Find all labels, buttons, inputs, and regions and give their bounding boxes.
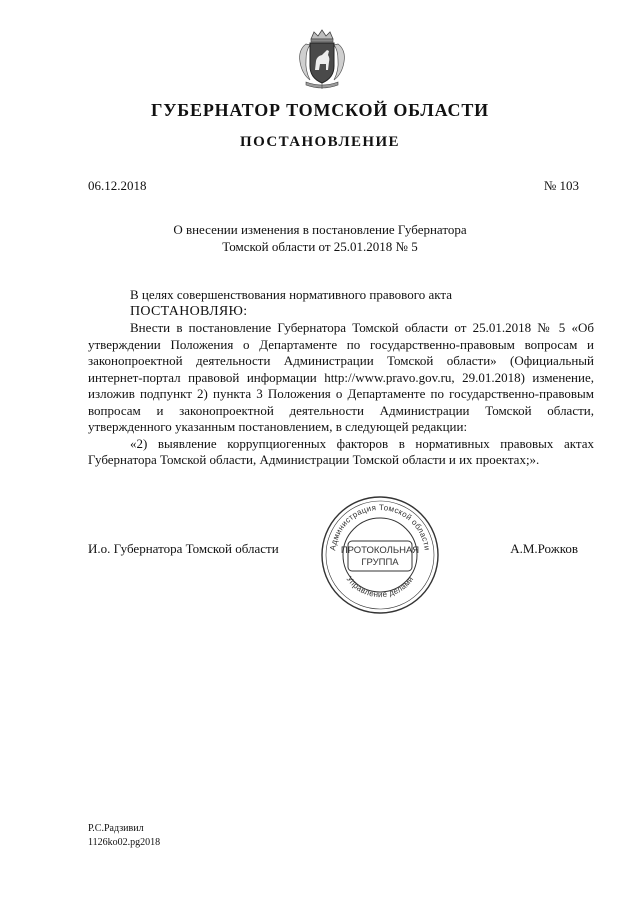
document-number: № 103 bbox=[543, 178, 579, 193]
stamp-ring-bottom: Управление делами bbox=[344, 574, 416, 600]
organization-title: ГУБЕРНАТОР ТОМСКОЙ ОБЛАСТИ bbox=[151, 100, 489, 120]
document-body bbox=[88, 287, 594, 469]
footer-author: Р.С.Радзивил bbox=[88, 823, 144, 834]
coat-of-arms-icon bbox=[294, 28, 350, 90]
subject-line-2: Томской области от 25.01.2018 № 5 bbox=[222, 239, 418, 254]
footer bbox=[88, 822, 160, 850]
svg-text:Управление делами bbox=[345, 575, 416, 600]
signature-role: И.о. Губернатора Томской области bbox=[88, 541, 279, 556]
signature-name: А.М.Рожков bbox=[510, 541, 578, 556]
document-type: ПОСТАНОВЛЕНИЕ bbox=[240, 134, 400, 150]
preamble: В целях совершенствования нормативного правового акта bbox=[130, 287, 453, 302]
decree-word: ПОСТАНОВЛЯЮ: bbox=[130, 303, 248, 319]
paragraph-1: Внести в постановление Губернатора Томской области от 25.01.2018 № 5 «Об утверждении Положения о Департаменте по государственно-правовым вопросам и законопроектной деятельности Администрации Томской области» (Официальный интернет-портал правовой информации http://www.pravo.gov.ru, 29.01.2018) изменение, изложив подпункт 2) пункта 3 Положения о Департаменте по государственно-правовым вопросам и законопроектной деятельности Администрации Томской области, утвержденного указанным постановлением, в следующей редакции: bbox=[88, 320, 594, 434]
document-date: 06.12.2018 bbox=[88, 178, 147, 193]
stamp-center-line-2: ГРУППА bbox=[361, 557, 399, 568]
stamp-center-line-1: ПРОТОКОЛЬНАЯ bbox=[340, 545, 420, 556]
stamp-ring-top: Администрация Томской области bbox=[328, 502, 432, 552]
footer-file: 1126ko02.pg2018 bbox=[88, 837, 161, 848]
document-subject bbox=[140, 221, 500, 255]
seal-stamp-icon bbox=[319, 494, 441, 616]
paragraph-2: «2) выявление коррупциогенных факторов в нормативных правовых актах Губернатора Томской области, Администрации Томской области и их проектах;». bbox=[88, 435, 594, 467]
subject-line-1: О внесении изменения в постановление Губернатора bbox=[173, 222, 467, 237]
